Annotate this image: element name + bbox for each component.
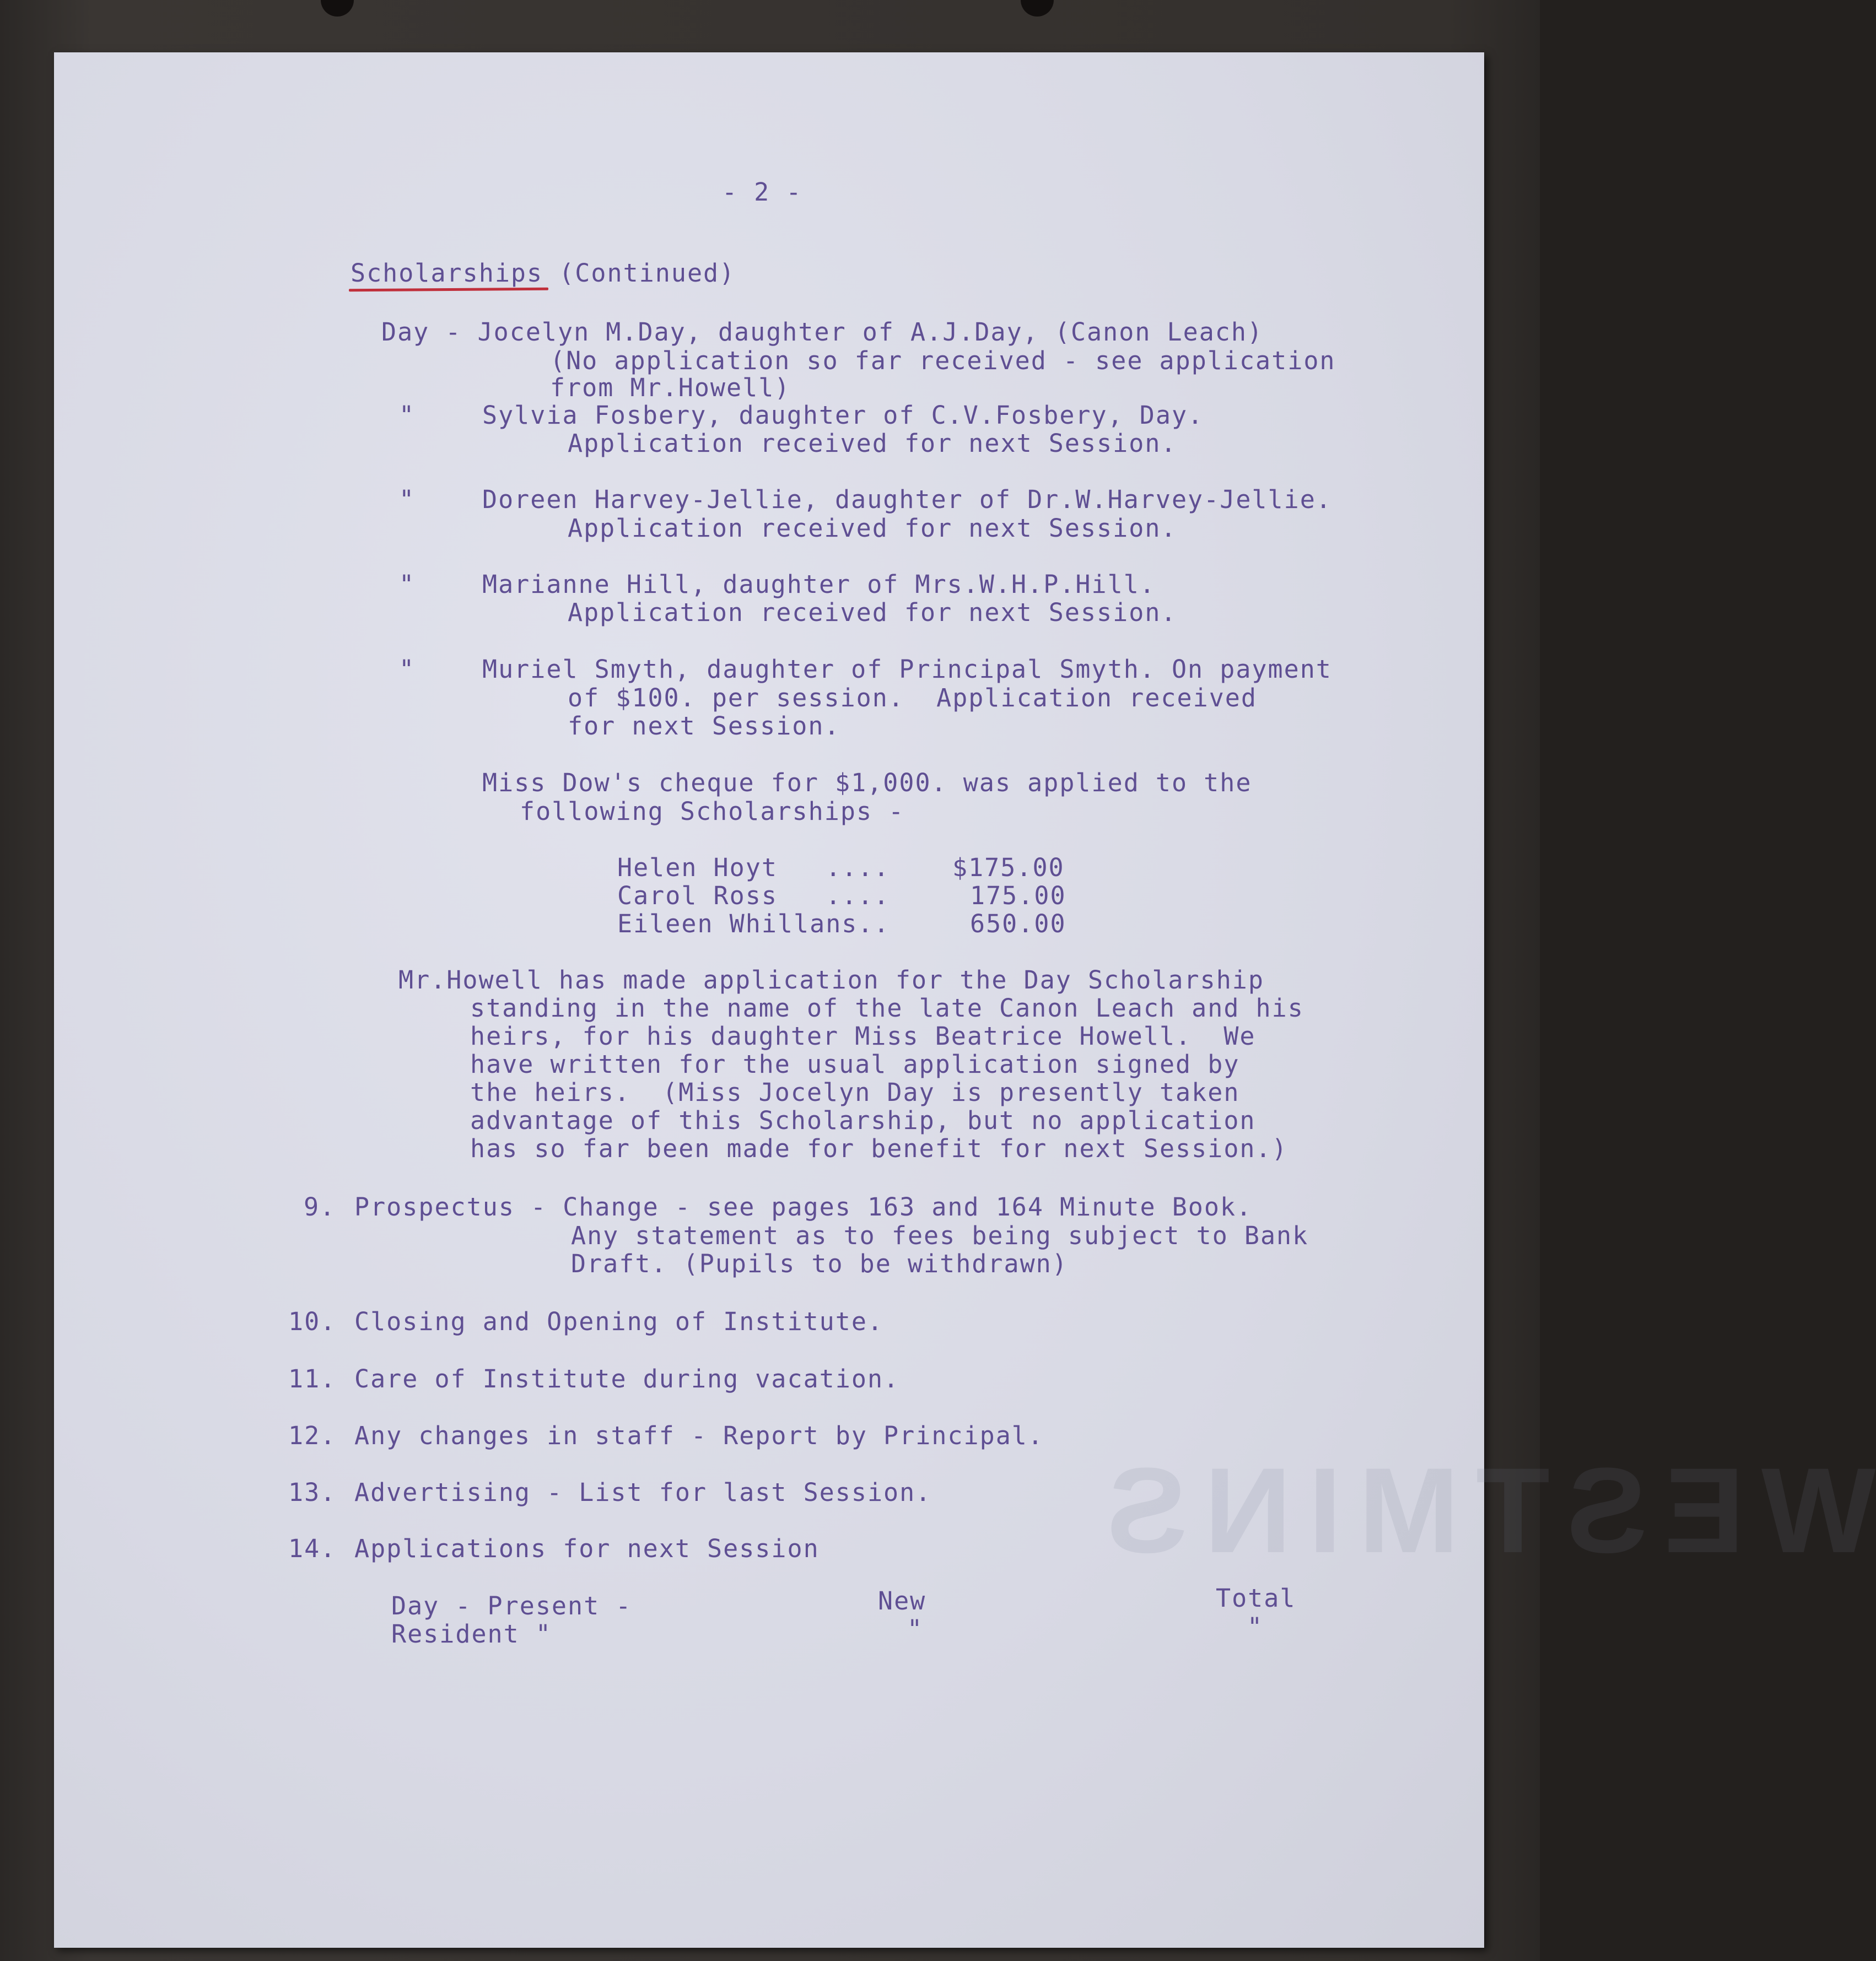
item-number: 11. [288, 1364, 337, 1393]
fosbery-line-2: Application received for next Session. [568, 429, 1177, 458]
howell-line: the heirs. (Miss Jocelyn Day is presently taken [470, 1078, 1240, 1107]
howell-line: advantage of this Scholarship, but no application [470, 1106, 1256, 1135]
hill-line-2: Application received for next Session. [568, 598, 1177, 627]
cheque-line-1: Miss Dow's cheque for $1,000. was applied to the [482, 768, 1252, 797]
watermark-stamp: WESTMINS [1090, 1443, 1876, 1578]
applications-new-ditto: " [907, 1614, 924, 1644]
applications-total-ditto: " [1247, 1612, 1264, 1641]
howell-line: standing in the name of the late Canon Leach and his [470, 993, 1304, 1023]
item-9-line-2: Any statement as to fees being subject to Bank [571, 1221, 1309, 1250]
day-line-2: (No application so far received - see application [550, 346, 1336, 375]
item-number: 13. [288, 1478, 337, 1507]
cheque-row-amount: 175.00 [970, 881, 1066, 910]
cheque-line-2: following Scholarships - [520, 797, 905, 826]
applications-resident-label: Resident " [391, 1619, 552, 1649]
day-line-3: from Mr.Howell) [550, 373, 791, 402]
document-page [54, 52, 1876, 1948]
applications-day-label: Day - Present - [391, 1591, 632, 1620]
fosbery-line-1: Sylvia Fosbery, daughter of C.V.Fosbery, Day. [482, 401, 1204, 430]
cheque-row-name: Helen Hoyt .... [617, 853, 890, 882]
page-number: - 2 - [722, 177, 802, 207]
howell-line: have written for the usual application signed by [470, 1050, 1240, 1079]
smyth-line-2: of $100. per session. Application received [568, 683, 1257, 712]
harvey-line-2: Application received for next Session. [568, 514, 1177, 543]
ditto-mark: " [399, 401, 416, 430]
item-9-line-3: Draft. (Pupils to be withdrawn) [571, 1249, 1068, 1278]
day-line-1: Day - Jocelyn M.Day, daughter of A.J.Day, (Canon Leach) [381, 317, 1264, 347]
applications-total-header: Total [1216, 1584, 1296, 1613]
item-number: 14. [288, 1534, 337, 1563]
item-10-text: Closing and Opening of Institute. [354, 1307, 884, 1336]
ditto-mark: " [399, 570, 416, 599]
howell-line: Mr.Howell has made application for the Day Scholarship [398, 965, 1264, 995]
ditto-mark: " [399, 485, 416, 514]
ditto-mark: " [399, 655, 416, 684]
cheque-row-name: Eileen Whillans.. [617, 909, 890, 938]
section-heading-suffix: (Continued) [543, 258, 736, 288]
item-9-line-1: Prospectus - Change - see pages 163 and 164 Minute Book. [354, 1192, 1253, 1222]
smyth-line-1: Muriel Smyth, daughter of Principal Smyth. On payment [482, 655, 1332, 684]
cheque-row-amount: 650.00 [970, 909, 1066, 938]
harvey-line-1: Doreen Harvey-Jellie, daughter of Dr.W.Harvey-Jellie. [482, 485, 1332, 514]
cheque-row-name: Carol Ross .... [617, 881, 890, 910]
section-heading [351, 259, 735, 288]
item-number: 12. [288, 1421, 337, 1450]
item-12-text: Any changes in staff - Report by Principal. [354, 1421, 1044, 1450]
howell-line: has so far been made for benefit for next Session.) [470, 1134, 1288, 1163]
section-heading-label: Scholarships [351, 258, 543, 288]
item-13-text: Advertising - List for last Session. [354, 1478, 932, 1507]
hill-line-1: Marianne Hill, daughter of Mrs.W.H.P.Hill. [482, 570, 1156, 599]
cheque-row-amount: $175.00 [952, 853, 1065, 882]
howell-line: heirs, for his daughter Miss Beatrice Howell. We [470, 1022, 1256, 1051]
item-11-text: Care of Institute during vacation. [354, 1364, 900, 1393]
applications-new-header: New [878, 1586, 926, 1616]
heading-underline [349, 288, 548, 292]
item-number: 9. [304, 1192, 336, 1222]
smyth-line-3: for next Session. [568, 711, 840, 741]
item-14-text: Applications for next Session [354, 1534, 820, 1563]
item-number: 10. [288, 1307, 337, 1336]
